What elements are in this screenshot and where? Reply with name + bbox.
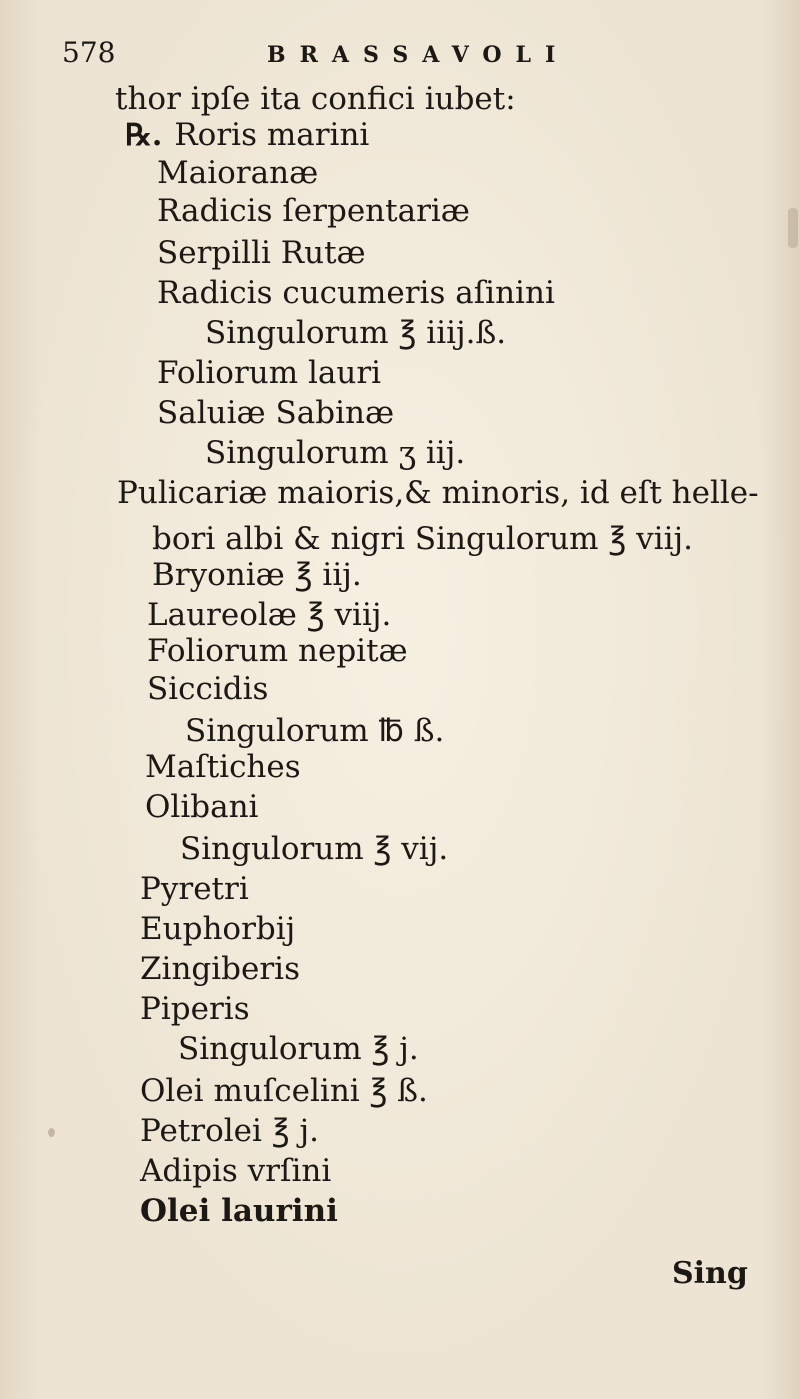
text-line: Singulorum ʒ iij. bbox=[205, 435, 466, 471]
text-line: Singulorum ℥ iiij.ß. bbox=[205, 315, 507, 351]
text-line: Singulorum ℥ vij. bbox=[180, 831, 449, 867]
text-line: Singulorum ℔ ß. bbox=[185, 713, 445, 749]
text-line: Saluiæ Sabinæ bbox=[157, 395, 395, 431]
text-line: Pulicariæ maioris,& minoris, id eſt helle- bbox=[117, 475, 759, 511]
text-line: Olei laurini bbox=[140, 1193, 338, 1229]
running-head: BRASSAVOLI bbox=[267, 42, 570, 68]
text-line: Olibani bbox=[145, 789, 259, 825]
recipe-symbol: ℞. bbox=[125, 118, 163, 153]
text-line: thor ipſe ita confici iubet: bbox=[115, 81, 516, 117]
catchword: Sing bbox=[672, 1256, 748, 1291]
text-line: Bryoniæ ℥ iij. bbox=[152, 557, 362, 593]
text-line: Foliorum nepitæ bbox=[147, 633, 408, 669]
text-line: Maioranæ bbox=[157, 155, 319, 191]
text-line: Maſtiches bbox=[145, 749, 301, 785]
text-line: Radicis ſerpentariæ bbox=[157, 193, 470, 229]
page-edge-stain bbox=[788, 208, 798, 248]
ink-spot bbox=[48, 1128, 55, 1137]
text-line: Foliorum lauri bbox=[157, 355, 382, 391]
text-line: Laureolæ ℥ viij. bbox=[147, 597, 392, 633]
text-line: Radicis cucumeris aſinini bbox=[157, 275, 555, 311]
page-number: 578 bbox=[62, 36, 116, 69]
text-line: Piperis bbox=[140, 991, 250, 1027]
text-line: bori albi & nigri Singulorum ℥ viij. bbox=[152, 521, 693, 557]
text-line: Olei muſcelini ℥ ß. bbox=[140, 1073, 428, 1109]
text-line: Petrolei ℥ j. bbox=[140, 1113, 320, 1149]
text-line: ℞. Roris marini bbox=[125, 117, 370, 153]
text-line: Euphorbij bbox=[140, 911, 296, 947]
page-header bbox=[62, 32, 762, 72]
text-line: Siccidis bbox=[147, 671, 269, 707]
text-line: Zingiberis bbox=[140, 951, 301, 987]
text-line: Serpilli Rutæ bbox=[157, 235, 366, 271]
text-line: Adipis vrſini bbox=[140, 1153, 332, 1189]
text-line: Singulorum ℥ j. bbox=[178, 1031, 419, 1067]
text-line: Pyretri bbox=[140, 871, 249, 907]
